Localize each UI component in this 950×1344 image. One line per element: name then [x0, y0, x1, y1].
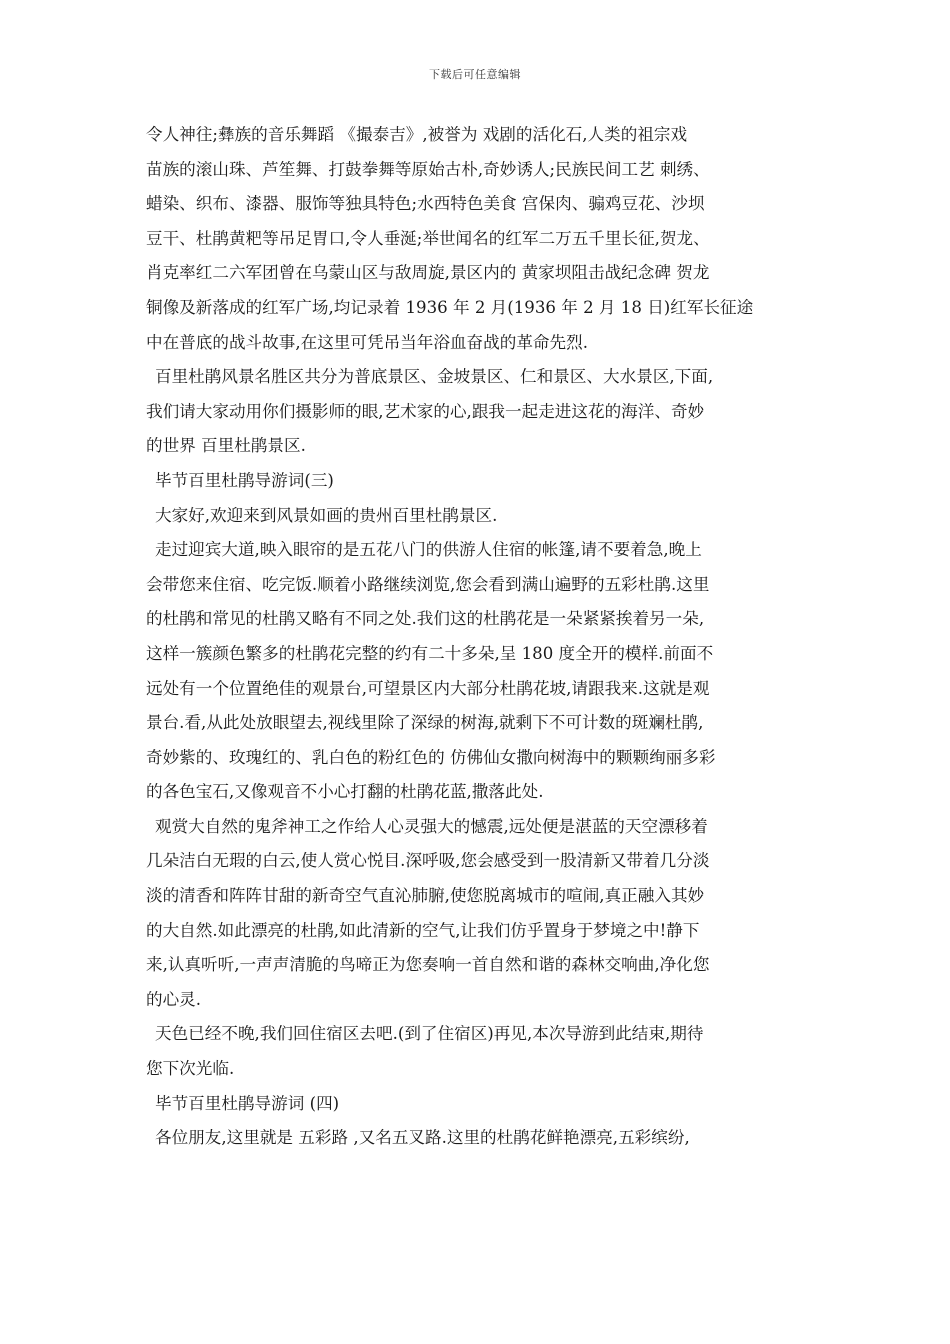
text-line: 观赏大自然的鬼斧神工之作给人心灵强大的憾震,远处便是湛蓝的天空漂移着	[155, 816, 708, 836]
text-line: 会带您来住宿、吃完饭.顺着小路继续浏览,您会看到满山遍野的五彩杜鹃.这里	[146, 574, 710, 594]
text-line: 各位朋友,这里就是 五彩路 ,又名五叉路.这里的杜鹃花鲜艳漂亮,五彩缤纷,	[155, 1128, 690, 1148]
text-line: 天色已经不晚,我们回住宿区去吧.(到了住宿区)再见,本次导游到此结束,期待	[155, 1024, 704, 1044]
text-line: 奇妙紫的、玫瑰红的、乳白色的粉红色的 仿佛仙女撒向树海中的颗颗绚丽多彩	[146, 747, 716, 767]
text-line: 铜像及新落成的红军广场,均记录着 1936 年 2 月(1936 年 2 月 18 日)红军长征途	[146, 297, 754, 317]
text-line: 中在普底的战斗故事,在这里可凭吊当年浴血奋战的革命先烈.	[146, 332, 588, 352]
text-line: 的杜鹃和常见的杜鹃又略有不同之处.我们这的杜鹃花是一朵紧紧挨着另一朵,	[146, 609, 705, 629]
text-line: 苗族的滚山珠、芦笙舞、打鼓拳舞等原始古朴,奇妙诱人;民族民间工艺 刺绣、	[146, 159, 710, 179]
text-line: 走过迎宾大道,映入眼帘的是五花八门的供游人住宿的帐篷,请不要着急,晚上	[155, 540, 702, 560]
text-line: 蜡染、织布、漆器、服饰等独具特色;水西特色美食 宫保肉、骟鸡豆花、沙坝	[146, 194, 705, 214]
text-line: 肖克率红二六军团曾在乌蒙山区与敌周旋,景区内的 黄家坝阻击战纪念碑 贺龙	[146, 263, 710, 283]
text-line: 毕节百里杜鹃导游词 (四)	[155, 1093, 340, 1113]
text-line: 我们请大家动用你们摄影师的眼,艺术家的心,跟我一起走进这花的海洋、奇妙	[146, 401, 705, 421]
text-line: 淡的清香和阵阵甘甜的新奇空气直沁肺腑,使您脱离城市的喧闹,真正融入其妙	[146, 886, 705, 906]
text-line: 豆干、杜鹃黄粑等吊足胃口,令人垂涎;举世闻名的红军二万五千里长征,贺龙、	[146, 228, 710, 248]
document-body	[146, 118, 816, 1156]
text-line: 的各色宝石,又像观音不小心打翻的杜鹃花蓝,撒落此处.	[146, 782, 544, 802]
text-line: 毕节百里杜鹃导游词(三)	[155, 470, 334, 490]
text-line: 来,认真听听,一声声清脆的鸟啼正为您奏响一首自然和谐的森林交响曲,净化您	[146, 955, 710, 975]
text-line: 令人神往;彝族的音乐舞蹈 《撮泰吉》,被誉为 戏剧的活化石,人类的祖宗戏	[146, 125, 688, 144]
text-line: 远处有一个位置绝佳的观景台,可望景区内大部分杜鹃花坡,请跟我来.这就是观	[146, 678, 710, 698]
text-line: 的大自然.如此漂亮的杜鹃,如此清新的空气,让我们仿乎置身于梦境之中!静下	[146, 920, 700, 940]
text-line: 您下次光临.	[146, 1059, 235, 1079]
text-line: 这样一簇颜色繁多的杜鹃花完整的约有二十多朵,呈 180 度全开的模样.前面不	[146, 643, 714, 663]
page-header: 下载后可任意编辑	[429, 68, 521, 81]
text-line: 的世界 百里杜鹃景区.	[146, 436, 306, 456]
text-line: 大家好,欢迎来到风景如画的贵州百里杜鹃景区.	[155, 505, 498, 525]
text-line: 的心灵.	[146, 989, 202, 1009]
text-line: 几朵洁白无瑕的白云,使人赏心悦目.深呼吸,您会感受到一股清新又带着几分淡	[146, 851, 710, 871]
text-line: 百里杜鹃风景名胜区共分为普底景区、金坡景区、仁和景区、大水景区,下面,	[155, 367, 714, 387]
text-line: 景台.看,从此处放眼望去,视线里除了深绿的树海,就剩下不可计数的斑斓杜鹃,	[146, 713, 704, 733]
